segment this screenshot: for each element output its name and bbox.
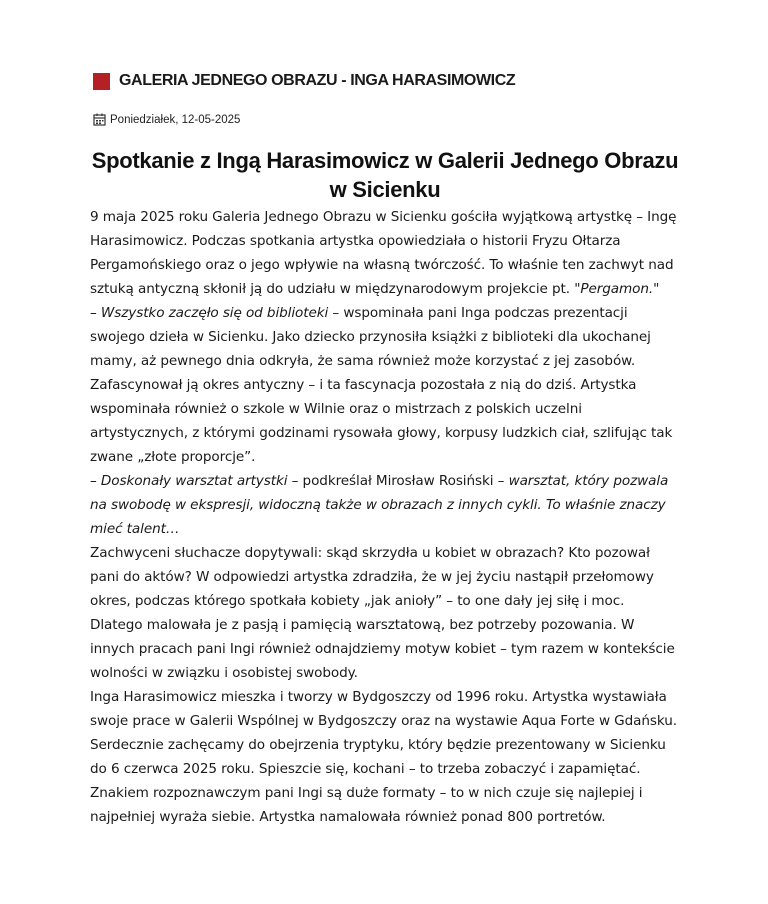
article-paragraph: Inga Harasimowicz mieszka i tworzy w Bydgoszczy od 1996 roku. Artystka wystawiała swoje prace w Galerii Wspólnej w Bydgoszczy oraz na wystawie Aqua Forte w Gdańsku. (90, 689, 677, 729)
article-paragraph: 9 maja 2025 roku Galeria Jednego Obrazu w Sicienku gościła wyjątkową artystkę – Ingę Harasimowicz. Podczas spotkania artystka opowiedziała o historii Fryzu Ołtarza Pergamońskiego oraz o jego wpływie na własną twórczość. To właśnie ten zachwyt nad sztuką antyczną skłonił ją do udziału w międzynarodowym projekcie pt. "Pergamon." (90, 209, 677, 297)
article-paragraph: – Wszystko zaczęło się od biblioteki – wspominała pani Inga podczas prezentacji swojego dzieła w Sicienku. Jako dziecko przynosiła książki z biblioteki dla ukochanej mamy, aż pewnego dnia odkryła, że sama również może korzystać z jej zasobów. Zafascynował ją okres antyczny – i ta fascynacja pozostała z nią do dziś. Artystka wspominała również o szkole w Wilnie oraz o mistrzach z polskich uczelni artystycznych, z którymi godzinami rysowała głowy, korpusy ludzkich ciał, szlifując tak zwane „złote proporcje”. (90, 305, 673, 465)
calendar-icon (93, 113, 106, 126)
article-title: Spotkanie z Ingą Harasimowicz w Galerii Jednego Obrazu w Sicienku (91, 148, 679, 202)
article-body (90, 205, 680, 829)
article-paragraph: Zachwyceni słuchacze dopytywali: skąd skrzydła u kobiet w obrazach? Kto pozował pani do aktów? W odpowiedzi artystka zdradziła, że w jej życiu nastąpił przełomowy okres, podczas którego spotkała kobiety „jak anioły” – to one dały jej siłę i moc. Dlatego malowała je z pasją i pamięcią warsztatową, bez potrzeby pozowania. W innych pracach pani Ingi również odnajdziemy motyw kobiet – tym razem w kontekście wolności w związku i osobistej swobody. (90, 545, 675, 681)
article-paragraph: – Doskonały warsztat artystki – podkreślał Mirosław Rosiński – warsztat, który pozwala na swobodę w ekspresji, widoczną także w obrazach z innych cykli. To właśnie znaczy mieć talent… (90, 473, 669, 537)
publish-date-text: Poniedziałek, 12-05-2025 (110, 113, 241, 126)
article-paragraph: Serdecznie zachęcamy do obejrzenia tryptyku, który będzie prezentowany w Sicienku do 6 czerwca 2025 roku. Spieszcie się, kochani – to trzeba zobaczyć i zapamiętać. (90, 737, 666, 777)
category-marker (93, 73, 110, 90)
category-header (93, 72, 515, 90)
article-paragraph: Znakiem rozpoznawczym pani Ingi są duże formaty – to w nich czuje się najlepiej i najpełniej wyraża siebie. Artystka namalowała również ponad 800 portretów. (90, 785, 643, 825)
publish-date (93, 113, 240, 126)
category-title[interactable]: GALERIA JEDNEGO OBRAZU - INGA HARASIMOWICZ (119, 72, 516, 89)
